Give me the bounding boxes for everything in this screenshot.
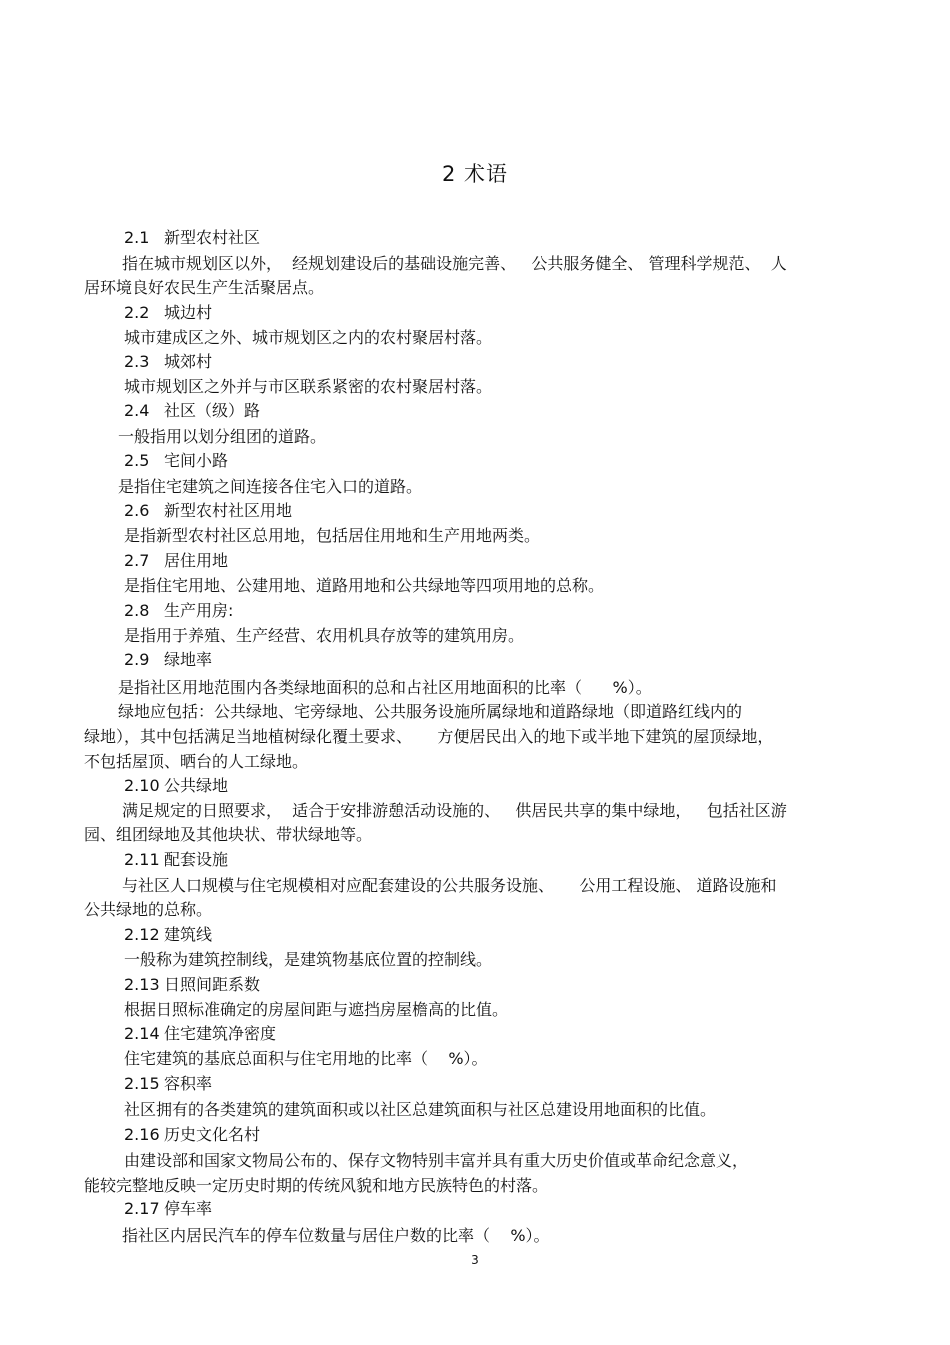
term-definition-line: 根据日照标准确定的房屋间距与遮挡房屋檐高的比值。 bbox=[124, 1000, 509, 1019]
term-heading bbox=[124, 351, 212, 373]
term-definition-line: 住宅建筑的基底总面积与住宅用地的比率（ %）。 bbox=[124, 1049, 488, 1068]
term-heading bbox=[124, 1198, 212, 1220]
term-number: 2.15 bbox=[124, 1074, 160, 1093]
term-number: 2.10 bbox=[124, 776, 160, 795]
term-name: 城郊村 bbox=[164, 352, 213, 371]
term-heading bbox=[124, 400, 260, 422]
term-definition-line: 是指用于养殖、生产经营、农用机具存放等的建筑用房。 bbox=[124, 626, 525, 645]
term-definition-line: 城市建成区之外、城市规划区之内的农村聚居村落。 bbox=[124, 328, 493, 347]
term-name: 容积率 bbox=[164, 1074, 213, 1093]
term-number: 2.14 bbox=[124, 1024, 160, 1043]
term-name: 城边村 bbox=[164, 303, 213, 322]
term-definition-line: 公共绿地的总称。 bbox=[84, 900, 213, 919]
term-definition-line: 居环境良好农民生产生活聚居点。 bbox=[84, 278, 325, 297]
term-number: 2.13 bbox=[124, 975, 160, 994]
term-definition-line: 一般称为建筑控制线，是建筑物基底位置的控制线。 bbox=[124, 950, 493, 969]
term-name: 生产用房: bbox=[164, 601, 234, 620]
term-heading bbox=[124, 974, 260, 996]
term-number: 2.1 bbox=[124, 228, 150, 247]
term-definition-line: 能较完整地反映一定历史时期的传统风貌和地方民族特色的村落。 bbox=[84, 1176, 549, 1195]
term-name: 建筑线 bbox=[164, 925, 213, 944]
term-number: 2.7 bbox=[124, 551, 150, 570]
term-heading bbox=[124, 600, 233, 622]
term-name: 宅间小路 bbox=[164, 451, 229, 470]
term-number: 2.17 bbox=[124, 1199, 160, 1218]
term-definition-line: 绿地应包括：公共绿地、宅旁绿地、公共服务设施所属绿地和道路绿地（即道路红线内的 bbox=[118, 702, 743, 721]
term-definition-line: 满足规定的日照要求， 适合于安排游憩活动设施的、 供居民共享的集中绿地， 包括社区游 bbox=[122, 801, 787, 820]
term-definition-line: 与社区人口规模与住宅规模相对应配套建设的公共服务设施、 公用工程设施、 道路设施和 bbox=[122, 876, 777, 895]
term-heading bbox=[124, 500, 292, 522]
term-heading bbox=[124, 849, 228, 871]
term-number: 2.5 bbox=[124, 451, 150, 470]
term-definition-line: 不包括屋顶、晒台的人工绿地。 bbox=[84, 752, 309, 771]
term-name: 居住用地 bbox=[164, 551, 229, 570]
term-heading bbox=[124, 550, 228, 572]
term-heading bbox=[124, 775, 228, 797]
term-number: 2.12 bbox=[124, 925, 160, 944]
term-heading bbox=[124, 1023, 276, 1045]
term-definition-line: 是指住宅建筑之间连接各住宅入口的道路。 bbox=[118, 477, 423, 496]
term-heading bbox=[124, 924, 212, 946]
term-number: 2.16 bbox=[124, 1125, 160, 1144]
term-definition-line: 指社区内居民汽车的停车位数量与居住户数的比率（ %）。 bbox=[122, 1226, 550, 1245]
term-number: 2.11 bbox=[124, 850, 160, 869]
term-definition-line: 城市规划区之外并与市区联系紧密的农村聚居村落。 bbox=[124, 377, 493, 396]
term-name: 社区（级）路 bbox=[164, 401, 261, 420]
term-number: 2.9 bbox=[124, 650, 150, 669]
term-definition-line: 指在城市规划区以外， 经规划建设后的基础设施完善、 公共服务健全、 管理科学规范、 人 bbox=[122, 254, 787, 273]
term-definition-line: 园、组团绿地及其他块状、带状绿地等。 bbox=[84, 825, 373, 844]
term-name: 配套设施 bbox=[164, 850, 229, 869]
term-heading bbox=[124, 1073, 212, 1095]
term-name: 历史文化名村 bbox=[164, 1125, 261, 1144]
term-definition-line: 是指新型农村社区总用地，包括居住用地和生产用地两类。 bbox=[124, 526, 541, 545]
term-heading bbox=[124, 1124, 260, 1146]
term-number: 2.2 bbox=[124, 303, 150, 322]
term-definition-line: 是指住宅用地、公建用地、道路用地和公共绿地等四项用地的总称。 bbox=[124, 576, 605, 595]
term-definition-line: 一般指用以划分组团的道路。 bbox=[118, 427, 327, 446]
term-name: 公共绿地 bbox=[164, 776, 229, 795]
page-number: 3 bbox=[471, 1253, 479, 1267]
term-name: 住宅建筑净密度 bbox=[164, 1024, 277, 1043]
term-heading bbox=[124, 649, 212, 671]
term-definition-line: 社区拥有的各类建筑的建筑面积或以社区总建筑面积与社区总建设用地面积的比值。 bbox=[124, 1100, 717, 1119]
term-name: 绿地率 bbox=[164, 650, 213, 669]
term-number: 2.3 bbox=[124, 352, 150, 371]
term-name: 停车率 bbox=[164, 1199, 213, 1218]
term-name: 日照间距系数 bbox=[164, 975, 261, 994]
term-heading bbox=[124, 450, 228, 472]
term-number: 2.8 bbox=[124, 601, 150, 620]
term-number: 2.6 bbox=[124, 501, 150, 520]
term-heading bbox=[124, 227, 260, 249]
term-number: 2.4 bbox=[124, 401, 150, 420]
term-heading bbox=[124, 302, 212, 324]
term-definition-line: 绿地），其中包括满足当地植树绿化覆土要求、 方便居民出入的地下或半地下建筑的屋顶绿地， bbox=[84, 727, 774, 746]
term-definition-line: 由建设部和国家文物局公布的、保存文物特别丰富并具有重大历史价值或革命纪念意义， bbox=[124, 1151, 749, 1170]
term-definition-line: 是指社区用地范围内各类绿地面积的总和占社区用地面积的比率（ %）。 bbox=[118, 678, 652, 697]
section-title: 2 术语 bbox=[441, 162, 509, 186]
term-name: 新型农村社区用地 bbox=[164, 501, 293, 520]
term-name: 新型农村社区 bbox=[164, 228, 261, 247]
